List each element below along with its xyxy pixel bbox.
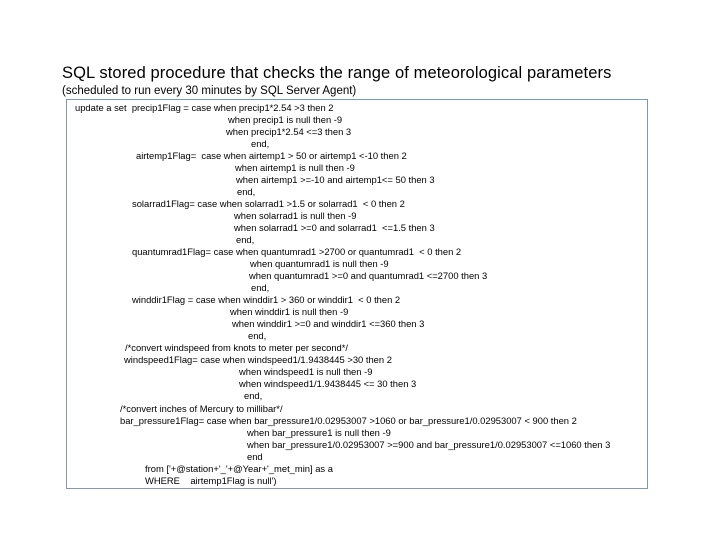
code-line: solarrad1Flag= case when solarrad1 >1.5 or solarrad1 < 0 then 2 (132, 198, 405, 209)
code-line: when precip1 is null then -9 (228, 114, 343, 125)
code-line: WHERE airtemp1Flag is null') (145, 475, 277, 486)
code-line: when winddir1 >=0 and winddir1 <=360 then 3 (232, 318, 425, 329)
code-line: end, (237, 186, 256, 197)
code-line: /*convert inches of Mercury to millibar*/ (120, 403, 283, 414)
slide-title: SQL stored procedure that checks the range of meteorological parameters (62, 64, 612, 82)
code-line: end, (251, 138, 270, 149)
code-line: quantumrad1Flag= case when quantumrad1 >2700 or quantumrad1 < 0 then 2 (132, 246, 462, 257)
code-line: windspeed1Flag= case when windspeed1/1.9438445 >30 then 2 (124, 354, 392, 365)
code-line: when winddir1 is null then -9 (230, 306, 349, 317)
code-line: from ['+@station+'_'+@Year+'_met_min] as a (145, 463, 333, 474)
code-line: when quantumrad1 >=0 and quantumrad1 <=2700 then 3 (249, 270, 488, 281)
code-line: end, (248, 330, 267, 341)
code-line: when windspeed1/1.9438445 <= 30 then 3 (239, 378, 417, 389)
code-line: when solarrad1 is null then -9 (234, 210, 357, 221)
code-line: when bar_pressure1/0.02953007 >=900 and bar_pressure1/0.02953007 <=1060 then 3 (247, 439, 611, 450)
slide-subtitle: (scheduled to run every 30 minutes by SQL Server Agent) (62, 85, 357, 97)
code-line: end, (251, 282, 270, 293)
code-line: when airtemp1 is null then -9 (235, 162, 355, 173)
code-line: end, (244, 390, 263, 401)
code-line: when precip1*2.54 <=3 then 3 (226, 126, 352, 137)
code-line: when bar_pressure1 is null then -9 (247, 427, 391, 438)
code-line: winddir1Flag = case when winddir1 > 360 or winddir1 < 0 then 2 (132, 294, 401, 305)
code-line: update a set precip1Flag = case when precip1*2.54 >3 then 2 (75, 102, 334, 113)
sql-code-box (66, 99, 648, 489)
code-line: when windspeed1 is null then -9 (239, 366, 373, 377)
code-line: end, (236, 234, 255, 245)
code-line: bar_pressure1Flag= case when bar_pressure1/0.02953007 >1060 or bar_pressure1/0.02953007 < 900 then 2 (120, 415, 577, 426)
code-line: when quantumrad1 is null then -9 (250, 258, 389, 269)
code-line: when solarrad1 >=0 and solarrad1 <=1.5 then 3 (234, 222, 435, 233)
code-line: /*convert windspeed from knots to meter per second*/ (125, 342, 349, 353)
code-line: end (247, 451, 263, 462)
code-line: airtemp1Flag= case when airtemp1 > 50 or airtemp1 <-10 then 2 (136, 150, 407, 161)
code-line: when airtemp1 >=-10 and airtemp1<= 50 then 3 (236, 174, 435, 185)
